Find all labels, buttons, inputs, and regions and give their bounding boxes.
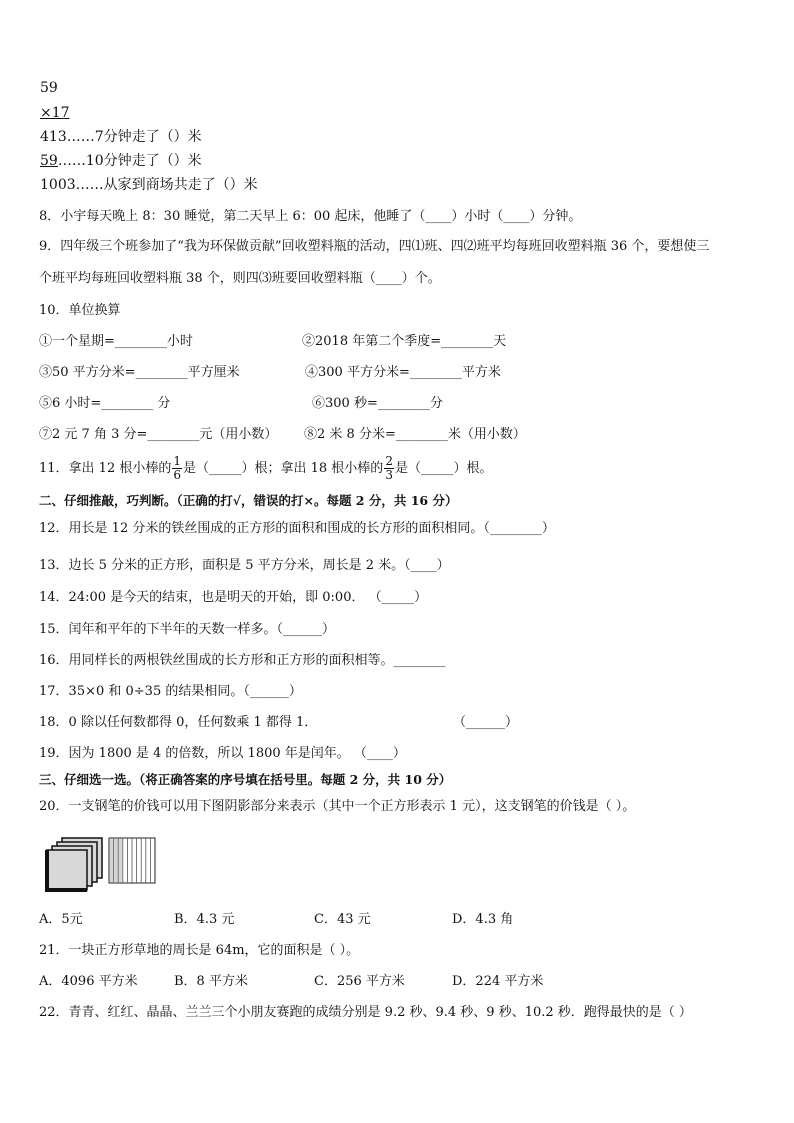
q20-options	[39, 911, 739, 929]
q18-text: 18．0 除以任何数都得 0，任何数乘 1 都得 1．	[39, 715, 318, 730]
q18-answer-blank: （______）	[453, 715, 519, 730]
question-17: 17．35×0 和 0÷35 的结果相同。（______）	[39, 684, 302, 699]
calc-line-2: ×17	[40, 105, 70, 121]
q21-option-b: B．8 平方米	[174, 974, 248, 989]
unit-item-5: ⑤6 小时=________ 分	[39, 396, 171, 411]
calc-line-1: 59	[40, 80, 58, 96]
question-22: 22．青青、红红、晶晶、兰兰三个小朋友赛跑的成绩分别是 9.2 秒、9.4 秒、9 秒、10.2 秒．跑得最快的是（ ）	[39, 1005, 692, 1020]
q11-text-a: 11．拿出 12 根小棒的	[39, 461, 172, 476]
question-11	[39, 455, 492, 482]
unit-row-3	[39, 395, 443, 413]
unit-item-8: ⑧2 米 8 分米=________米（用小数）	[304, 427, 526, 442]
fraction-1-numerator: 1	[173, 454, 181, 468]
fraction-2-denominator: 3	[385, 468, 393, 482]
q21-option-d: D．224 平方米	[452, 974, 544, 989]
fraction-1-denominator: 6	[173, 468, 181, 482]
unit-row-4	[39, 426, 526, 444]
question-19: 19．因为 1800 是 4 的倍数，所以 1800 年是闰年。 （____）	[39, 746, 406, 761]
unit-item-4: ④300 平方分米=________平方米	[305, 365, 501, 380]
calc-line-5: 1003……从家到商场共走了（）米	[40, 177, 258, 193]
unit-row-1	[39, 333, 507, 351]
fraction-2-numerator: 2	[385, 454, 393, 468]
q20-figure	[44, 837, 164, 895]
q11-text-c: 是（_____）根。	[394, 461, 493, 476]
question-9-line-1: 9．四年级三个班参加了“我为环保做贡献”回收塑料瓶的活动，四⑴班、四⑵班平均每班回收塑料瓶 36 个，要想使三	[39, 239, 710, 254]
q20-option-b: B．4.3 元	[174, 912, 235, 927]
question-16: 16．用同样长的两根铁丝围成的长方形和正方形的面积相等。________	[39, 653, 446, 668]
unit-item-2: ②2018 年第二个季度=________天	[302, 334, 507, 349]
unit-item-3: ③50 平方分米=________平方厘米	[39, 365, 240, 380]
section-3-heading: 三、仔细选一选。（将正确答案的序号填在括号里。每题 2 分，共 10 分）	[39, 772, 452, 787]
section-2-heading: 二、仔细推敲，巧判断。（正确的打√，错误的打×。每题 2 分，共 16 分）	[39, 493, 458, 508]
q21-option-a: A．4096 平方米	[39, 974, 138, 989]
calc-line-4	[40, 152, 202, 170]
calc-line-3: 413……7分钟走了（）米	[40, 129, 202, 145]
question-18	[39, 714, 519, 732]
fraction-two-thirds	[384, 455, 394, 482]
question-10: 10．单位换算	[39, 303, 121, 318]
question-21: 21．一块正方形草地的周长是 64m，它的面积是（ ）。	[39, 943, 360, 958]
question-20: 20．一支钢笔的价钱可以用下图阴影部分来表示（其中一个正方形表示 1 元），这支钢笔的价钱是（ ）。	[39, 799, 636, 814]
question-9-line-2: 个班平均每班回收塑料瓶 38 个，则四⑶班要回收塑料瓶（____）个。	[39, 271, 441, 286]
q21-options	[39, 973, 739, 991]
calc-line-4-text: ……10分钟走了（）米	[57, 153, 202, 169]
unit-item-1: ①一个星期=________小时	[39, 334, 193, 349]
question-14: 14．24:00 是今天的结束，也是明天的开始，即 0:00． （_____）	[39, 590, 428, 605]
q21-option-c: C．256 平方米	[314, 974, 405, 989]
q20-option-a: A．5元	[39, 912, 83, 927]
unit-row-2	[39, 364, 501, 382]
question-13: 13．边长 5 分米的正方形，面积是 5 平方分米，周长是 2 米。（____）	[39, 558, 450, 573]
money-squares-figure	[44, 837, 164, 895]
question-15: 15．闰年和平年的下半年的天数一样多。（______）	[39, 622, 336, 637]
unit-item-6: ⑥300 秒=________分	[312, 396, 443, 411]
unit-item-7: ⑦2 元 7 角 3 分=________元（用小数）	[39, 427, 278, 442]
fraction-one-sixth	[172, 455, 182, 482]
q11-text-b: 是（_____）根；拿出 18 根小棒的	[183, 461, 384, 476]
question-12: 12．用长是 12 分米的铁丝围成的正方形的面积和围成的长方形的面积相同。（________）	[39, 521, 555, 536]
q20-option-c: C．43 元	[314, 912, 371, 927]
calc-line-4-number: 59	[40, 153, 58, 169]
question-8: 8．小宇每天晚上 8：30 睡觉，第二天早上 6：00 起床，他睡了（____）小时（____）分钟。	[39, 209, 582, 224]
q20-option-d: D．4.3 角	[452, 912, 514, 927]
